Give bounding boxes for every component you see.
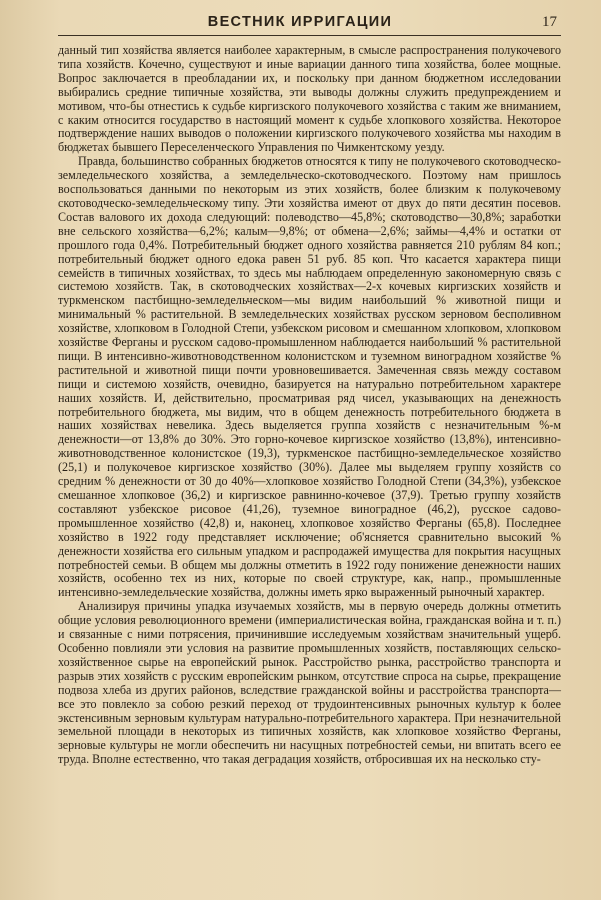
- paragraph: Анализируя причины упадка изучаемых хозяйств, мы в первую очередь должны отметить общие условия революционного времени (империалистическая война, гражданская война и т. п.) и связанные с ними потрясения, причинившие исследуемым хозяйствам значительный ущерб. Особенно повлияли эти условия на развитие промышленных хозяйств, поставляющих сельско-хозяйственное сырье на европейский рынок. Расстройство рынка, расстройство транспорта и разрыв этих хозяйств с русским европейским рынком, отсутствие спроса на сырье, прекращение подвоза хлеба из других районов, вследствие гражданской войны и расстройства транспорта—все это повлекло за собою резкий переход от трудоинтенсивных рыночных культур к более экстенсивным зерновым культурам натурально-потребительного характера. При незначительной земельной площади в некоторых из типичных хозяйств, как хлопковое хозяйство Ферганы, зерновые культуры не могли обеспечить ни насущных потребностей семьи, ни впитать всего ее труда. Вполне естественно, что такая деградация хозяйств, отбросившая их на несколько сту-: [58, 599, 561, 767]
- running-header: [58, 14, 561, 36]
- paragraph: Правда, большинство собранных бюджетов относятся к типу не полукочевого скотоводческо-земледельческого хозяйства, а земледельческо-скотоводческого. Поэтому нам пришлось воспользоваться данными по некоторым из этих хозяйств, более близким к полукочевому скотоводческо-земледельческому типу. Эти хозяйства имеют от двух до пяти десятин посевов. Состав валового их дохода следующий: полеводство—45,8%; скотоводство—30,8%; заработки вне сельского хозяйства—6,2%; калым—9,8%; от обмена—2,6%; займы—4,4% и остатки от прошлого года 0,4%. Потребительный бюджет одного хозяйства равняется 210 рублям 84 коп.; потребительный бюджет одного едока равен 51 руб. 85 коп. Что касается характера пищи семейств в типичных хозяйствах, то здесь мы наблюдаем определенную закономерную связь с системою хозяйств. Так, в скотоводческих хозяйствах—2-х кочевых киргизских хозяйств и туркменском пастбищно-земледельческом—мы видим наибольший % животной пищи и минимальный % растительной. В земледельческих хозяйствах русском зерновом бесполивном хозяйстве, хлопковом в Голодной Степи, узбекском рисовом и смешанном хлопковом, хлопковом хозяйстве Ферганы и русском садово-промышленном наблюдается наибольший % растительной пищи. В интенсивно-животноводственном колонистском и туземном виноградном хозяйстве % растительной и животной пищи почти уровновешивается. Замеченная связь между составом пищи и системою хозяйств, очевидно, базируется на натурально потребительном характере наших хозяйств. И, действительно, просматривая ряд чисел, указывающих на денежность потребительного бюджета, мы видим, что в общем денежность потребительного бюджета в наших хозяйствах невелика. Здесь выделяется группа хозяйств с незначительным %-м денежности—от 13,8% до 30%. Это горно-кочевое киргизское хозяйство (13,8%), интенсивно-животноводственное колонистское (19,3), туркменское пастбищно-земледельческое хозяйство (25,1) и полукочевое киргизское хозяйство (30%). Далее мы выделяем группу хозяйств со средним % денежности от 30 до 40%—хлопковое хозяйство Голодной Степи (34,3%), узбекское смешанное хлопковое (36,2) и киргизское равнинно-кочевое (37,9). Третью группу хозяйств составляют узбекское рисовое (41,26), туземное виноградное (46,2), русское садово-промышленное хозяйство (42,8) и, наконец, хлопковое хозяйство Ферганы (65,8). Последнее хозяйство в 1922 году представляет исключение; об'ясняется сравнительно высокий % денежности хозяйства его сильным упадком и распродажей имущества для покрытия насущных потребностей семьи. В общем мы должны отметить в 1922 году понижение денежности наших хозяйств, особенно тех из них, которые по своей структуре, как, напр., промышленные интенсивно-земледельческие хозяйства, должны иметь ярко выраженный рыночный характер.: [58, 154, 561, 600]
- body-text: [58, 44, 561, 767]
- paragraph-continued: данный тип хозяйства является наиболее характерным, в смысле распространения полукочевого типа хозяйств. Кочечно, существуют и иные вариации данного типа хозяйства, более мощные. Вопрос заключается в преобладании их, и поскольку при данном бюджетном исследовании выбирались средние типичные хозяйства, эти выводы должны служить предупреждением и мотивом, что-бы отнестись к судьбе киргизского полукочевого хозяйства с таким же вниманием, с каким относится государство в настоящий момент к судьбе хлопкового хозяйства. Некоторое подтверждение наших выводов о положении киргизского полукочевого хозяйства мы находим в бюджетах бывшего Переселенческого Управления по Чимкентскому уезду.: [58, 43, 561, 155]
- page-number: 17: [542, 14, 557, 30]
- journal-title: ВЕСТНИК ИРРИГАЦИИ: [207, 14, 393, 30]
